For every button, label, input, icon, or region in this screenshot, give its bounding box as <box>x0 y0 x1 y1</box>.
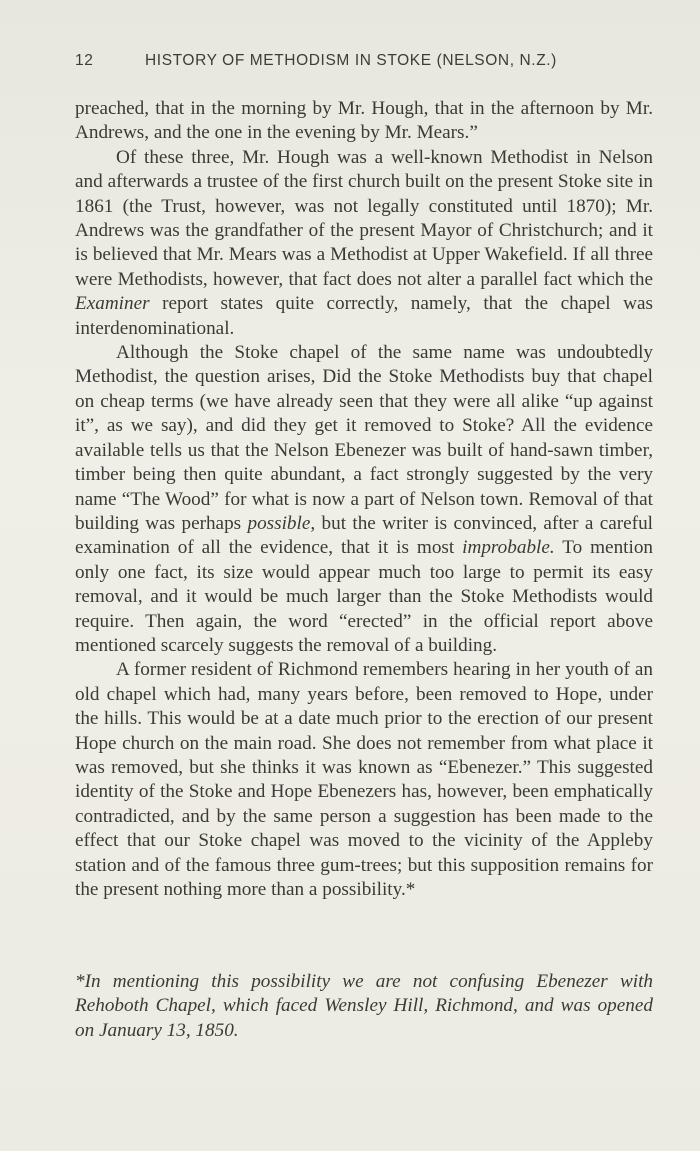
paragraph-1-text: preached, that in the morning by Mr. Hough, that in the afternoon by Mr. Andrews, and the one in the evening by Mr. Mears.” <box>75 98 653 144</box>
page-number: 12 <box>75 52 94 69</box>
paragraph-1 <box>75 97 653 146</box>
possible-italic: possible, <box>247 512 316 534</box>
examiner-italic: Examiner <box>75 293 150 315</box>
footnote <box>75 970 653 1043</box>
paragraph-2 <box>75 146 653 341</box>
paragraph-4-text: A former resident of Richmond remembers hearing in her youth of an old chapel which had, many years before, been removed to Hope, under the hills. This would be at a date much prior to the erection of our present Hope church on the main road. She does not remember from what place it was removed, but she thinks it was known as “Ebenezer.” This suggested identity of the Stoke and Hope Ebenezers has, however, been emphatically contradicted, and by the same person a suggestion has been made to the effect that our Stoke chapel was moved to the vicinity of the Appleby station and of the famous three gum-trees; but this supposition remains for the present nothing more than a possibility.* <box>75 659 653 900</box>
improbable-italic: improbable. <box>462 537 555 559</box>
running-head-title: HISTORY OF METHODISM IN STOKE (NELSON, N.Z.) <box>145 52 557 69</box>
paragraph-3-text-a: Although the Stoke chapel of the same name was undoubtedly Methodist, the question arises, Did the Stoke Methodists buy that chapel on cheap terms (we have already seen that they were all alike “up against it”, as we say), and did they get it removed to Stoke? All the evidence available tells us that the Nelson Ebenezer was built of hand-sawn timber, timber being then quite abundant, a fact strongly suggested by the very name “The Wood” for what is now a part of Nelson town. Removal of that building was perhaps <box>75 342 653 534</box>
paragraph-2-text-b: report states quite correctly, namely, that the chapel was interdenominational. <box>75 293 654 339</box>
paragraph-2-text-a: Of these three, Mr. Hough was a well-known Methodist in Nelson and afterwards a trustee of the first church built on the present Stoke site in 1861 (the Trust, however, was not legally constituted until 1870); Mr. Andrews was the grandfather of the present Mayor of Christchurch; and it is believed that Mr. Mears was a Methodist at Upper Wakefield. If all three were Methodists, however, that fact does not alter a parallel fact which the <box>75 146 653 290</box>
paragraph-3-text-b: but the writer is convinced, after a careful examination of all the evidence, that it is most <box>75 512 653 559</box>
footnote-text: *In mentioning this possibility we are not confusing Ebenezer with Rehoboth Chapel, which faced Wensley Hill, Richmond, and was opened on January 13, 1850. <box>75 971 653 1041</box>
paragraph-3-text-c: To mention only one fact, its size would appear much too large to permit its easy removal, and it would be much larger than the Stoke Methodists would require. Then again, the word “erected” in the official report above mentioned scarcely suggests the removal of a building. <box>75 537 654 656</box>
paragraph-3 <box>75 341 653 658</box>
paragraph-4 <box>75 658 653 902</box>
body-text <box>75 97 653 902</box>
running-head <box>75 52 650 78</box>
